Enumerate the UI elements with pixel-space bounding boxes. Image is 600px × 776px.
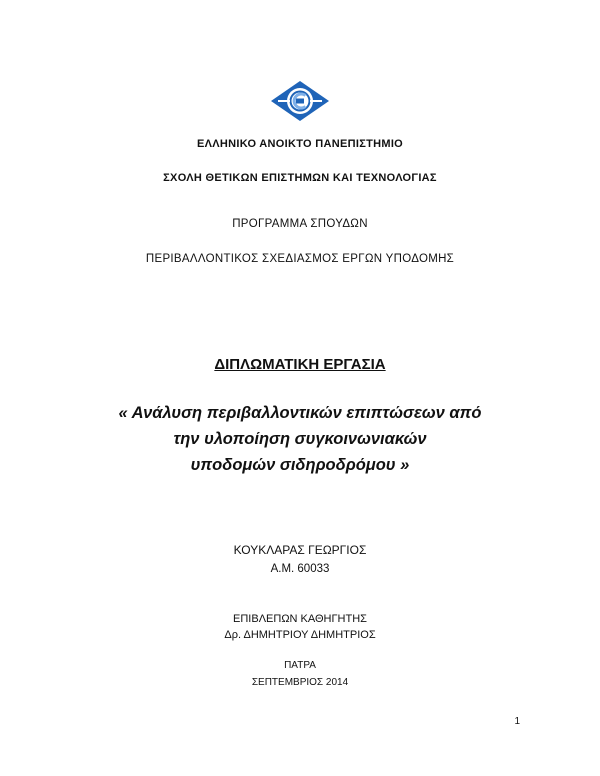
thesis-title (0, 400, 600, 478)
date: ΣΕΠΤΕΜΒΡΙΟΣ 2014 (251, 677, 349, 688)
program-name: ΠΕΡΙΒΑΛΛΟΝΤΙΚΟΣ ΣΧΕΔΙΑΣΜΟΣ ΕΡΓΩΝ ΥΠΟΔΟΜΗΣ (145, 253, 455, 265)
thesis-title-line: υποδομών σιδηροδρόμου » (190, 456, 410, 474)
university-name: ΕΛΛΗΝΙΚΟ ΑΝΟΙΚΤΟ ΠΑΝΕΠΙΣΤΗΜΙΟ (196, 138, 404, 150)
supervisor-label: ΕΠΙΒΛΕΠΩΝ ΚΑΘΗΓΗΤΗΣ (233, 613, 367, 625)
program-label: ΠΡΟΓΡΑΜΜΑ ΣΠΟΥΔΩΝ (232, 218, 368, 230)
thesis-title-line: την υλοποίηση συγκοινωνιακών (173, 430, 427, 448)
page-number: 1 (514, 716, 520, 727)
school-name: ΣΧΟΛΗ ΘΕΤΙΚΩΝ ΕΠΙΣΤΗΜΩΝ ΚΑΙ ΤΕΧΝΟΛΟΓΙΑΣ (163, 172, 437, 184)
city: ΠΑΤΡΑ (284, 660, 316, 671)
thesis-title-line: « Ανάλυση περιβαλλοντικών επιπτώσεων από (118, 404, 482, 422)
thesis-type-heading: ΔΙΠΛΩΜΑΤΙΚΗ ΕΡΓΑΣΙΑ (214, 356, 386, 373)
supervisor-name: Δρ. ΔΗΜΗΤΡΙΟΥ ΔΗΜΗΤΡΙΟΣ (224, 629, 376, 641)
student-id: Α.Μ. 60033 (270, 563, 330, 575)
author-name: ΚΟΥΚΛΑΡΑΣ ΓΕΩΡΓΙΟΣ (233, 543, 367, 557)
university-logo-icon (270, 80, 330, 122)
